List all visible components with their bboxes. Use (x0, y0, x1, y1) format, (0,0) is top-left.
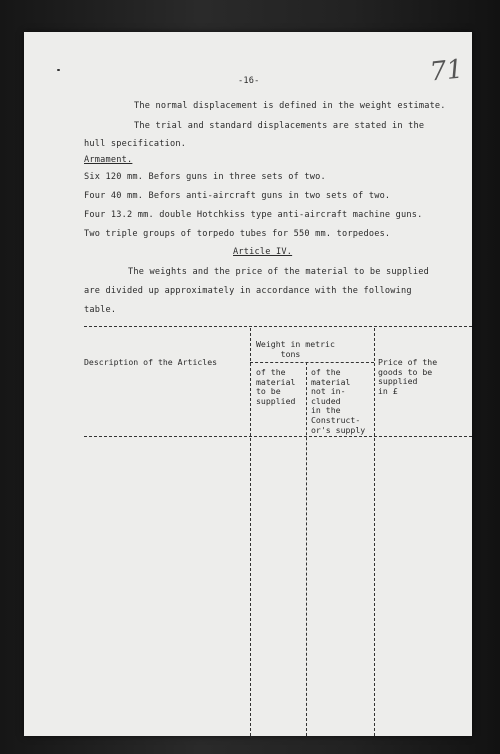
paragraph-line: The trial and standard displacements are stated in the (134, 121, 425, 131)
table-top-rule (84, 326, 472, 327)
header-material-not-included: of the material not in- cluded in the Construct- or's supply (311, 367, 366, 435)
handwritten-folio-number: 71 (428, 54, 465, 88)
document-page (24, 32, 472, 736)
paragraph-line: hull specification. (84, 139, 187, 149)
header-description: Description of the Articles (84, 357, 218, 367)
weight-subheader-rule (250, 362, 374, 363)
punch-mark (57, 69, 60, 71)
page-number: -16- (238, 76, 260, 86)
column-divider (250, 328, 251, 736)
armament-heading: Armament. (84, 155, 133, 165)
armament-line: Two triple groups of torpedo tubes for 550 mm. torpedoes. (84, 229, 391, 239)
paragraph-line: The normal displacement is defined in the weight estimate. (134, 101, 446, 111)
article-line: are divided up approximately in accordance with the following (84, 286, 412, 296)
header-weight-group: Weight in metric tons (256, 339, 335, 359)
article-heading: Article IV. (233, 247, 293, 257)
header-bottom-rule (84, 436, 472, 437)
column-divider (374, 328, 375, 736)
header-price: Price of the goods to be supplied in £ (378, 357, 438, 396)
armament-line: Four 13.2 mm. double Hotchkiss type anti-aircraft machine guns. (84, 210, 423, 220)
header-material-supplied: of the material to be supplied (256, 367, 296, 406)
armament-line: Four 40 mm. Befors anti-aircraft guns in two sets of two. (84, 191, 391, 201)
armament-line: Six 120 mm. Befors guns in three sets of two. (84, 172, 326, 182)
article-line: The weights and the price of the material to be supplied (128, 267, 429, 277)
column-divider (306, 362, 307, 736)
article-line: table. (84, 305, 117, 315)
